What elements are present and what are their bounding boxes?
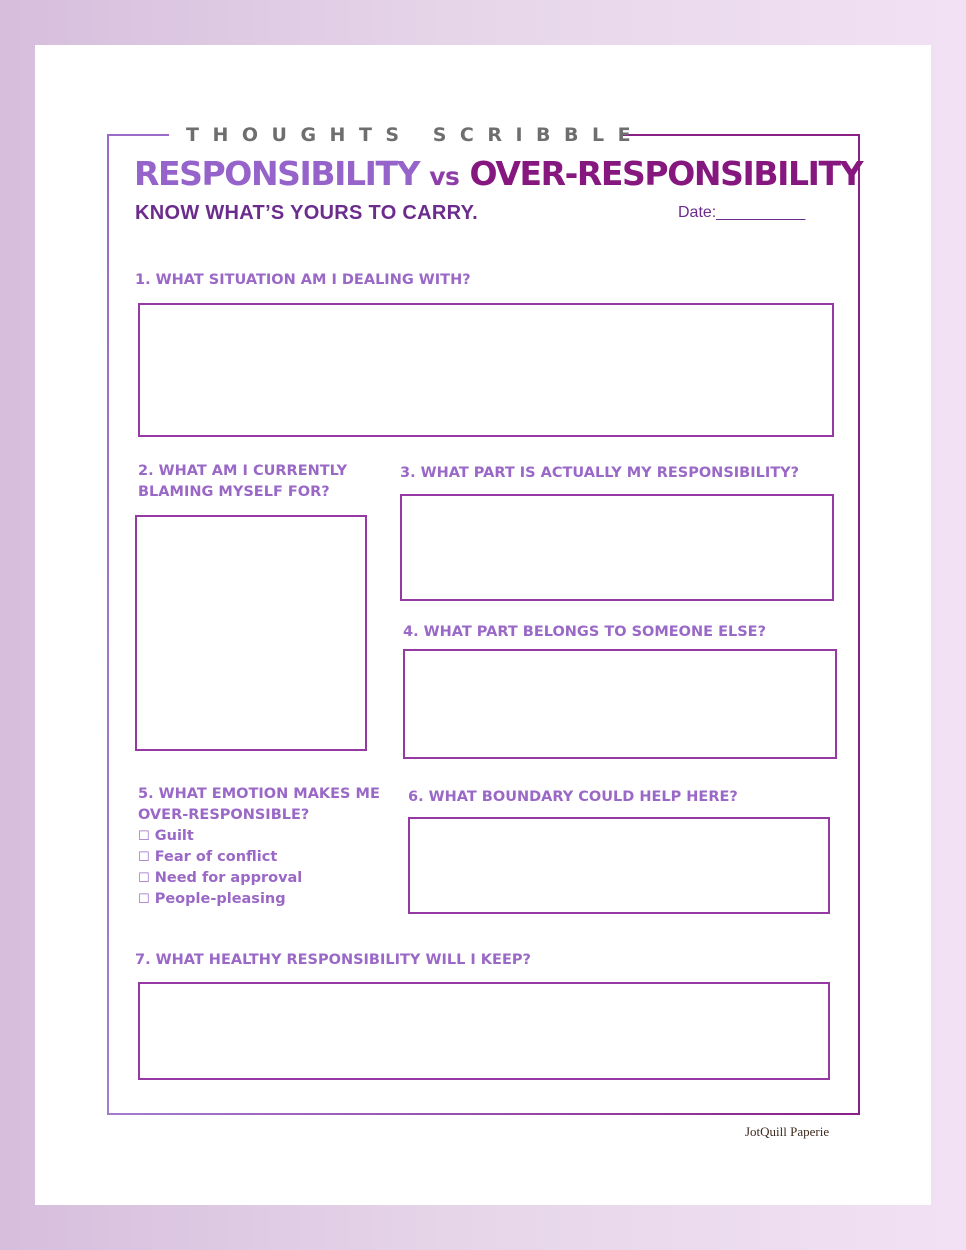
frame-bottom-border <box>107 1113 860 1115</box>
question-2-label-line1: 2. WHAT AM I CURRENTLY <box>138 463 348 479</box>
question-5-label <box>138 784 380 826</box>
question-7-label: 7. WHAT HEALTHY RESPONSIBILITY WILL I KEEP? <box>135 952 531 968</box>
option-label: People-pleasing <box>154 891 286 907</box>
checkbox-icon[interactable]: ☐ <box>138 829 150 844</box>
frame-right-border <box>858 134 860 1115</box>
question-3-label: 3. WHAT PART IS ACTUALLY MY RESPONSIBILITY? <box>400 465 800 481</box>
title-part-over-responsibility: OVER-RESPONSIBILITY <box>469 154 863 193</box>
question-3-answer-box[interactable] <box>400 494 834 601</box>
question-4-answer-box[interactable] <box>403 649 837 759</box>
option-label: Need for approval <box>154 870 303 886</box>
option-guilt[interactable] <box>138 826 194 847</box>
title-part-responsibility: RESPONSIBILITY <box>134 154 420 193</box>
checkbox-icon[interactable]: ☐ <box>138 892 150 907</box>
brand-heading: THOUGHTS SCRIBBLE <box>186 124 645 146</box>
frame-left-border <box>107 134 109 1115</box>
question-7-answer-box[interactable] <box>138 982 830 1080</box>
frame-top-right-border <box>620 134 860 136</box>
option-label: Guilt <box>154 828 194 844</box>
option-fear-of-conflict[interactable] <box>138 847 277 868</box>
footer-brand: JotQuill Paperie <box>745 1124 830 1139</box>
option-label: Fear of conflict <box>154 849 278 865</box>
question-6-label: 6. WHAT BOUNDARY COULD HELP HERE? <box>408 789 738 805</box>
option-need-for-approval[interactable] <box>138 868 302 889</box>
title-part-vs: vs <box>429 162 460 191</box>
question-4-label: 4. WHAT PART BELONGS TO SOMEONE ELSE? <box>403 624 767 640</box>
date-field[interactable]: Date:__________ <box>678 204 806 221</box>
question-2-label <box>138 461 347 503</box>
page-subtitle: KNOW WHAT’S YOURS TO CARRY. <box>135 202 478 224</box>
question-6-answer-box[interactable] <box>408 817 830 914</box>
question-5-label-line2: OVER-RESPONSIBLE? <box>138 807 310 823</box>
option-people-pleasing[interactable] <box>138 889 286 910</box>
question-1-answer-box[interactable] <box>138 303 834 437</box>
page-title <box>134 154 862 197</box>
question-1-label: 1. WHAT SITUATION AM I DEALING WITH? <box>135 272 471 288</box>
question-5-label-line1: 5. WHAT EMOTION MAKES ME <box>138 786 380 802</box>
checkbox-icon[interactable]: ☐ <box>138 871 150 886</box>
question-2-answer-box[interactable] <box>135 515 367 751</box>
frame-top-left-border <box>107 134 169 136</box>
question-2-label-line2: BLAMING MYSELF FOR? <box>138 484 330 500</box>
checkbox-icon[interactable]: ☐ <box>138 850 150 865</box>
